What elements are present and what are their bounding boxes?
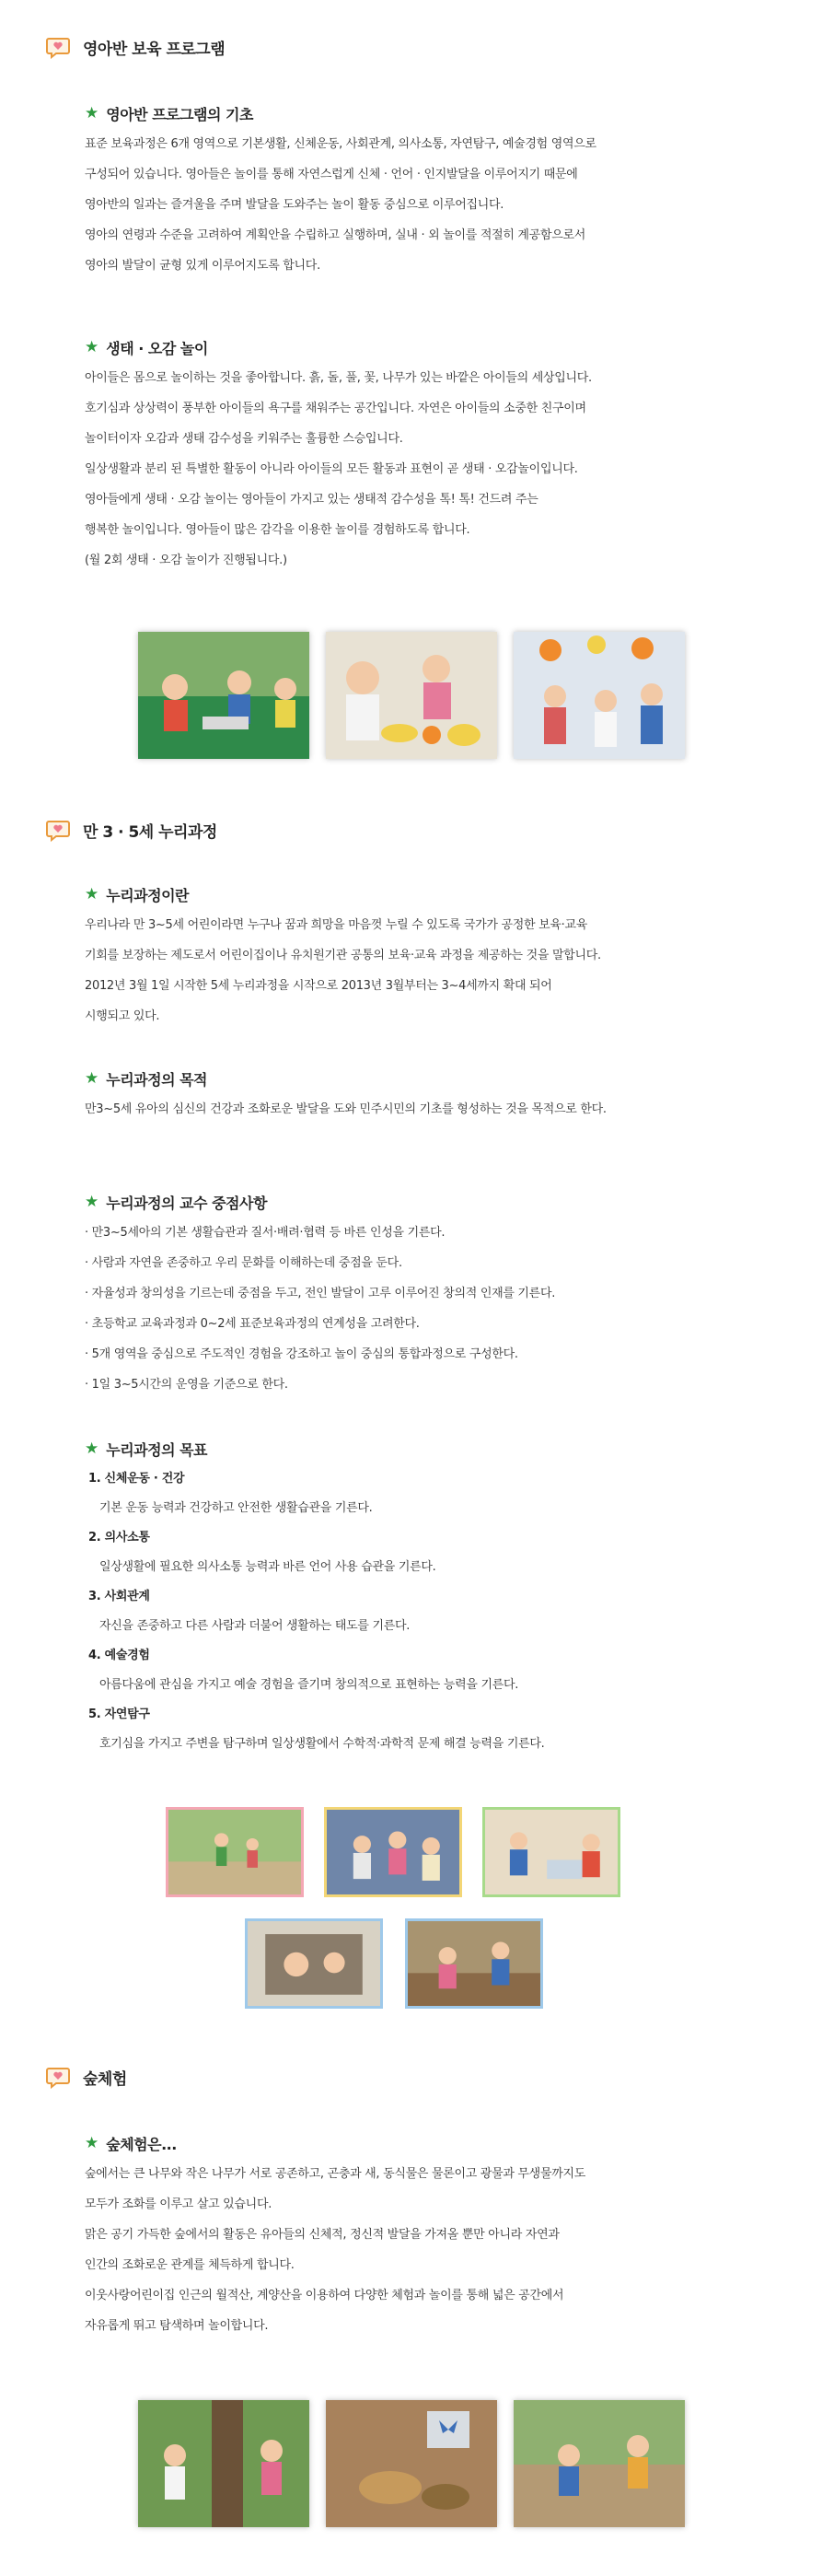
goal-item: [88, 1700, 751, 1759]
speech-bubble-heart-icon: [46, 2065, 70, 2089]
paragraph-line: 2012년 3월 1일 시작한 5세 누리과정을 시작으로 2013년 3월부터는 3~4세까지 확대 되어: [85, 979, 552, 993]
subsection-header-nuri-what: [85, 884, 189, 905]
goal-number: 4. 예술경험: [88, 1649, 150, 1662]
subsection-title: 누리과정의 교수 중점사항: [106, 1195, 267, 1212]
photo-kids-blocks: [482, 1807, 620, 1897]
goal-item: [88, 1582, 751, 1641]
star-icon: ★: [85, 885, 99, 903]
photo-kids-walking-path: [166, 1807, 304, 1897]
subsection-title: 영아반 프로그램의 기초: [106, 106, 253, 123]
photo-infants-fruit: [326, 632, 497, 759]
paragraph-line: 표준 보육과정은 6개 영역으로 기본생활, 신체운동, 사회관계, 의사소통, 자연탐구, 예술경험 영역으로: [85, 137, 596, 151]
photo-kids-window: [245, 1918, 383, 2009]
section-header-forest: [46, 2065, 127, 2089]
section-title: 영아반 보육 프로그램: [83, 40, 226, 59]
paragraph-line: 행복한 놀이입니다. 영아들이 많은 감각을 이용한 놀이를 경험하도록 합니다.: [85, 523, 470, 537]
goal-number: 5. 자연탐구: [88, 1708, 150, 1721]
paragraph-line: 영아반의 일과는 즐겨울을 주며 발달을 도와주는 놀이 활동 중심으로 이루어집니다.: [85, 198, 504, 212]
subsection-title: 생태 · 오감 놀이: [106, 340, 208, 357]
paragraph-line: 자유롭게 뛰고 탐색하며 놀이합니다.: [85, 2319, 269, 2333]
goal-item: [88, 1523, 751, 1582]
star-icon: ★: [85, 1440, 99, 1458]
goal-desc: 일상생활에 필요한 의사소통 능력과 바른 언어 사용 습관을 기른다.: [99, 1560, 436, 1574]
paragraph-line: 시행되고 있다.: [85, 1009, 160, 1023]
section-header-nuri: [46, 818, 217, 842]
photo-butterfly-leaves: [326, 2400, 497, 2527]
paragraph-infant-basic: [85, 129, 747, 281]
paragraph-line: 호기심과 상상력이 풍부한 아이들의 욕구를 채워주는 공간입니다. 자연은 아이들의 소중한 친구이며: [85, 402, 586, 415]
goal-desc: 기본 운동 능력과 건강하고 안전한 생활습관을 기른다.: [99, 1501, 373, 1515]
section-title: 만 3 · 5세 누리과정: [83, 822, 217, 842]
subsection-header-infant-eco: [85, 337, 208, 358]
paragraph-line: 만3~5세 유아의 심신의 건강과 조화로운 발달을 도와 민주시민의 기초를 형성하는 것을 목적으로 한다.: [85, 1102, 607, 1116]
star-icon: ★: [85, 2134, 99, 2152]
paragraph-line: · 만3~5세아의 기본 생활습관과 질서·배려·협력 등 바른 인성을 기른다.: [85, 1226, 446, 1240]
photo-kids-classroom: [324, 1807, 462, 1897]
paragraph-nuri-purpose: [85, 1094, 747, 1125]
photo-kids-digging: [405, 1918, 543, 2009]
photo-kids-tree-trunk: [138, 2400, 309, 2527]
section-header-infant: [46, 35, 225, 59]
paragraph-line: 놀이터이자 오감과 생태 감수성을 키워주는 훌륭한 스승입니다.: [85, 432, 403, 446]
goal-item: [88, 1641, 751, 1700]
paragraph-line: 영아의 연령과 수준을 고려하여 계획안을 수립하고 실행하며, 실내 · 외 놀이를 적절히 계공함으로서: [85, 228, 585, 242]
star-icon: ★: [85, 1069, 99, 1088]
paragraph-line: 모두가 조화를 이루고 살고 있습니다.: [85, 2197, 272, 2211]
paragraph-line: 기회를 보장하는 제도로서 어린이집이나 유치원기관 공통의 보육·교육 과정을 제공하는 것을 말합니다.: [85, 949, 601, 962]
subsection-title: 누리과정의 목표: [106, 1441, 208, 1459]
goal-desc: 아름다움에 관심을 가지고 예술 경험을 즐기며 창의적으로 표현하는 능력을 기른다.: [99, 1678, 519, 1692]
goal-number: 1. 신체운동 · 건강: [88, 1472, 185, 1486]
paragraph-line: 영아들에게 생태 · 오감 놀이는 영아들이 가지고 있는 생태적 감수성을 톡! 톡! 건드려 주는: [85, 493, 538, 507]
goal-desc: 호기심을 가지고 주변을 탐구하며 일상생활에서 수학적·과학적 문제 해결 능력을 기른다.: [99, 1737, 545, 1751]
photo-infants-playing-mat: [138, 632, 309, 759]
paragraph-nuri-what: [85, 910, 747, 1032]
paragraph-line: 아이들은 몸으로 놀이하는 것을 좋아합니다. 흙, 돌, 풀, 꽃, 나무가 있는 바깥은 아이들의 세상입니다.: [85, 371, 592, 385]
paragraph-line: 구성되어 있습니다. 영아들은 놀이를 통해 자연스럽게 신체 · 언어 · 인지발달을 이루어지기 때문에: [85, 168, 578, 181]
subsection-header-nuri-goals: [85, 1439, 207, 1460]
subsection-header-nuri-purpose: [85, 1068, 207, 1090]
paragraph-line: · 초등학교 교육과정과 0~2세 표준보육과정의 연계성을 고려한다.: [85, 1317, 420, 1331]
paragraph-line: 이웃사랑어린이집 인근의 월적산, 계양산을 이용하여 다양한 체험과 놀이를 통해 넓은 공간에서: [85, 2289, 564, 2302]
paragraph-line: 영아의 발달이 균형 있게 이루어지도록 합니다.: [85, 259, 320, 273]
paragraph-line: · 5개 영역을 중심으로 주도적인 경험을 강조하고 놀이 중심의 통합과정으로 구성한다.: [85, 1347, 518, 1361]
goal-number: 2. 의사소통: [88, 1531, 150, 1544]
paragraph-line: 맑은 공기 가득한 숲에서의 활동은 유아들의 신체적, 정신적 발달을 가져올 뿐만 아니라 자연과: [85, 2228, 560, 2242]
paragraph-line: 숲에서는 큰 나무와 작은 나무가 서로 공존하고, 곤충과 새, 동식물은 물론이고 광물과 무생물까지도: [85, 2167, 585, 2181]
goal-item: [88, 1464, 751, 1523]
star-icon: ★: [85, 338, 99, 356]
paragraph-forest-intro: [85, 2159, 747, 2341]
paragraph-line: 일상생활과 분리 된 특별한 활동이 아니라 아이들의 모든 활동과 표현이 곧 생태 · 오감놀이입니다.: [85, 462, 578, 476]
subsection-title: 숲체험은...: [106, 2136, 177, 2153]
subsection-title: 누리과정의 목적: [106, 1071, 208, 1089]
star-icon: ★: [85, 104, 99, 122]
paragraph-line: 우리나라 만 3~5세 어린이라면 누구나 꿈과 희망을 마음껏 누릴 수 있도록 국가가 공정한 보육·교육: [85, 918, 587, 932]
paragraph-line: · 1일 3~5시간의 운영을 기준으로 한다.: [85, 1378, 288, 1392]
star-icon: ★: [85, 1193, 99, 1211]
section-title: 숲체험: [83, 2069, 127, 2089]
goal-number: 3. 사회관계: [88, 1590, 150, 1603]
goals-list: [88, 1464, 751, 1759]
subsection-header-nuri-focus: [85, 1192, 267, 1213]
paragraph-nuri-focus: [85, 1218, 747, 1400]
goal-desc: 자신을 존중하고 다른 사람과 더불어 생활하는 태도를 기른다.: [99, 1619, 411, 1633]
photo-infants-balloons: [514, 632, 685, 759]
subsection-title: 누리과정이란: [106, 887, 189, 904]
paragraph-line: · 사람과 자연을 존중하고 우리 문화를 이해하는데 중점을 둔다.: [85, 1256, 402, 1270]
paragraph-infant-eco: [85, 363, 747, 576]
paragraph-line: · 자율성과 창의성을 기르는데 중점을 두고, 전인 발달이 고루 이루어진 창의적 인재를 기른다.: [85, 1287, 556, 1300]
speech-bubble-heart-icon: [46, 35, 70, 59]
speech-bubble-heart-icon: [46, 818, 70, 842]
paragraph-line: (월 2회 생태 · 오감 놀이가 진행됩니다.): [85, 554, 287, 567]
paragraph-line: 인간의 조화로운 관계를 체득하게 합니다.: [85, 2258, 295, 2272]
subsection-header-forest-intro: [85, 2133, 177, 2154]
photo-kids-forest-floor: [514, 2400, 685, 2527]
subsection-header-infant-basic: [85, 103, 253, 124]
